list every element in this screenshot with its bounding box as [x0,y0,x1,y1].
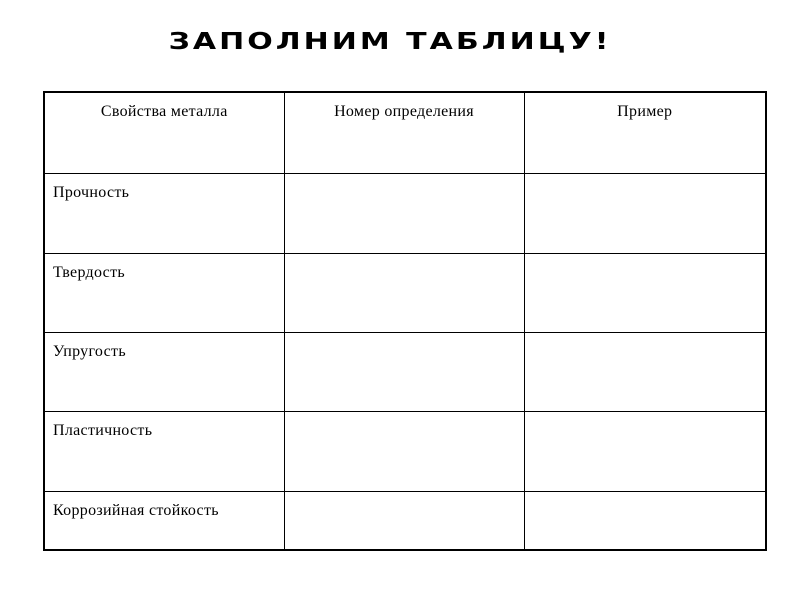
property-label: Упругость [53,343,126,361]
definition-number-cell[interactable] [284,333,524,412]
slide-title [0,24,800,59]
header-cell-example [524,92,766,174]
table-row [44,253,766,332]
definition-number-cell[interactable] [284,253,524,332]
table-row [44,491,766,550]
property-cell [44,253,284,332]
table-row [44,174,766,253]
property-cell [44,174,284,253]
property-label: Пластичность [53,422,153,440]
definition-number-cell[interactable] [284,491,524,550]
properties-table [43,91,767,551]
property-cell [44,333,284,412]
property-label: Твердость [53,263,125,281]
property-label: Прочность [53,184,130,202]
example-cell[interactable] [524,412,766,491]
header-cell-definition-number [284,92,524,174]
header-label: Пример [617,103,673,120]
example-cell[interactable] [524,333,766,412]
slide-title-text: ЗАПОЛНИМ ТАБЛИЦУ! [168,27,612,56]
property-cell [44,412,284,491]
header-label: Свойства металла [100,103,228,120]
table-row [44,412,766,491]
property-label: Коррозийная стойкость [53,501,219,519]
table-row [44,333,766,412]
property-cell [44,491,284,550]
header-label: Номер определения [334,103,474,120]
example-cell[interactable] [524,253,766,332]
header-cell-property [44,92,284,174]
example-cell[interactable] [524,174,766,253]
example-cell[interactable] [524,491,766,550]
definition-number-cell[interactable] [284,412,524,491]
table-header-row [44,92,766,174]
definition-number-cell[interactable] [284,174,524,253]
